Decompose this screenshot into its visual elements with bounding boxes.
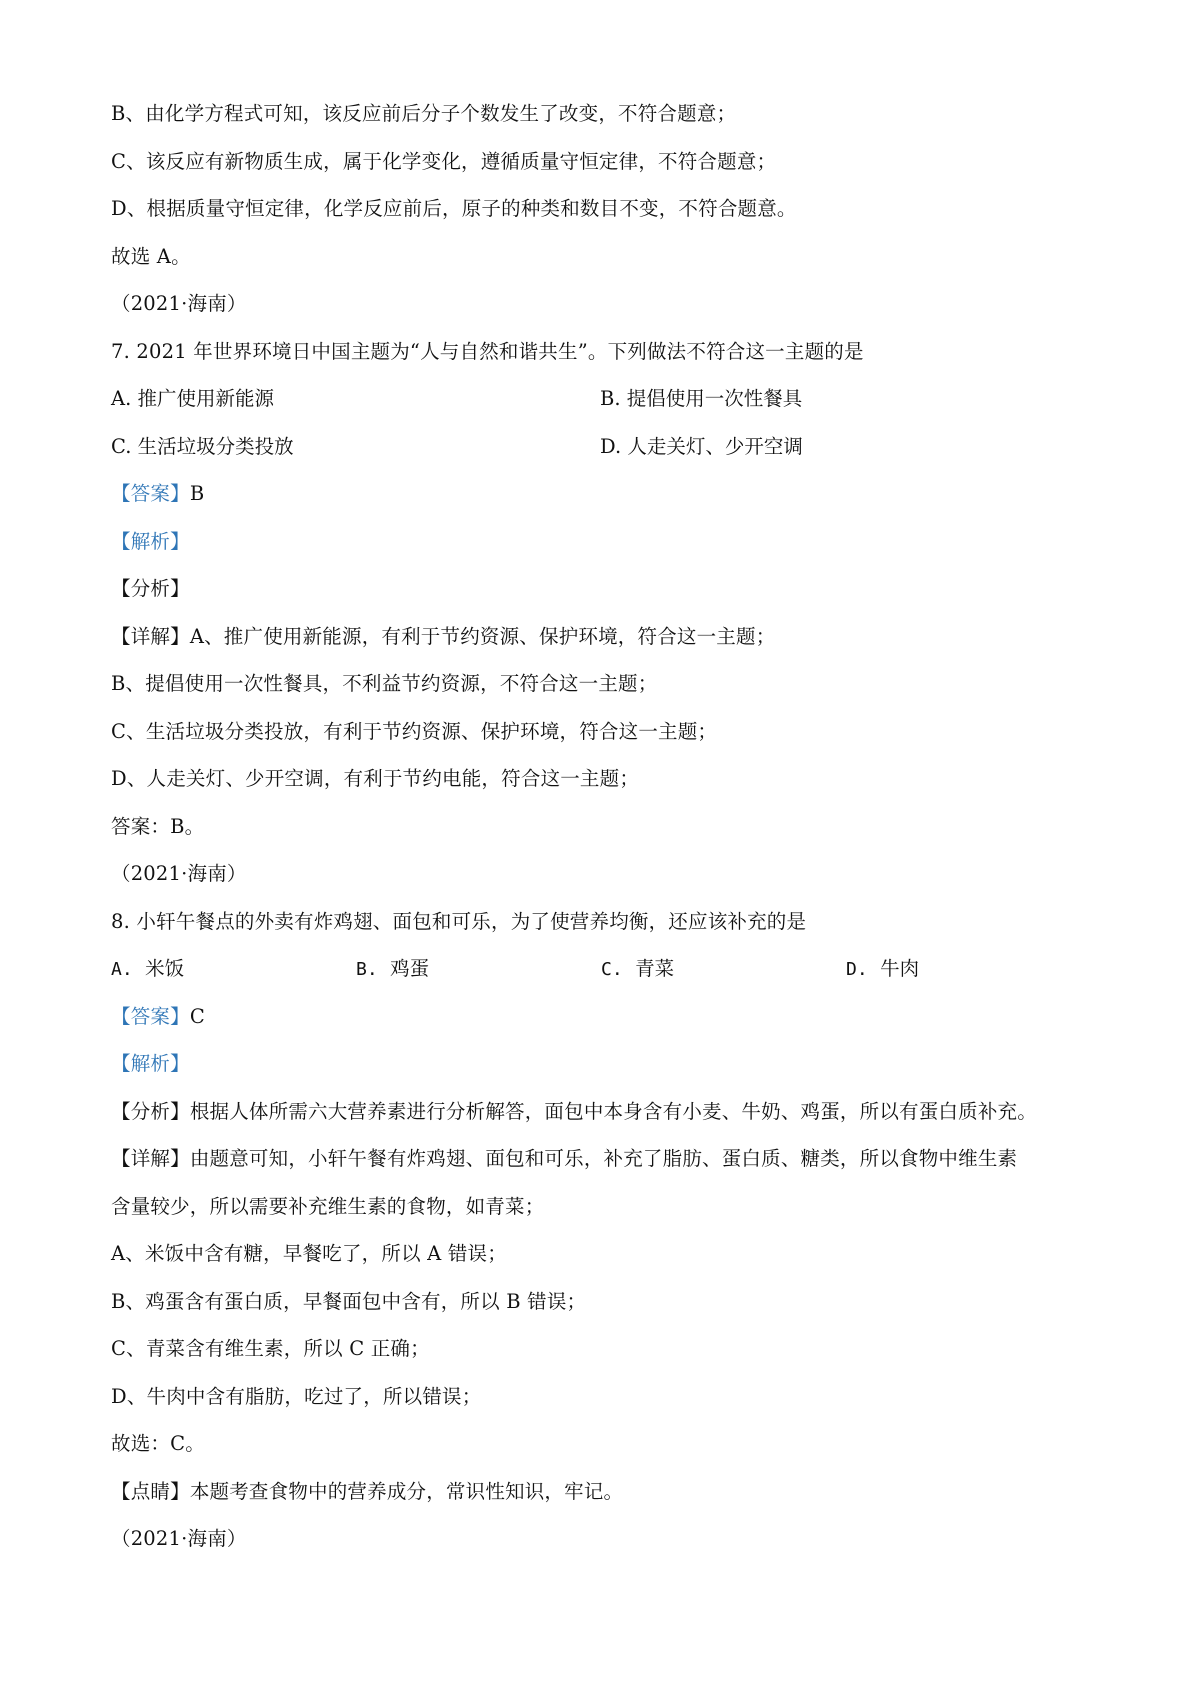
q8-dianjing bbox=[111, 1479, 623, 1505]
q8-option-d-letter: D. bbox=[846, 959, 868, 980]
q8-xiangjie-tag: 【详解】 bbox=[111, 1147, 190, 1170]
q7-fenxi bbox=[111, 576, 190, 602]
analysis-conclusion: 故选 A。 bbox=[111, 245, 191, 268]
q7-answer bbox=[111, 481, 204, 507]
q8-option-d bbox=[846, 956, 919, 983]
q8-answer-tag: 【答案】 bbox=[111, 1005, 190, 1028]
q7-jiexi-tag: 【解析】 bbox=[111, 530, 190, 553]
analysis-line-d: D、根据质量守恒定律，化学反应前后，原子的种类和数目不变，不符合题意。 bbox=[111, 197, 797, 220]
q8-jiexi-tag: 【解析】 bbox=[111, 1052, 190, 1075]
q7-answer-tag: 【答案】 bbox=[111, 482, 190, 505]
q7-option-b: B. 提倡使用一次性餐具 bbox=[600, 387, 803, 410]
analysis-line-b: B、由化学方程式可知，该反应前后分子个数发生了改变，不符合题意； bbox=[111, 102, 737, 125]
q7-source: （2021·海南） bbox=[111, 292, 247, 315]
q8-option-c-letter: C. bbox=[601, 959, 623, 980]
q8-line-d: D、牛肉中含有脂肪，吃过了，所以错误； bbox=[111, 1385, 482, 1408]
q8-option-a-letter: A. bbox=[111, 959, 133, 980]
next-source: （2021·海南） bbox=[111, 1527, 247, 1550]
q8-source: （2021·海南） bbox=[111, 862, 247, 885]
q8-option-c bbox=[601, 956, 674, 983]
q7-line-b: B、提倡使用一次性餐具，不利益节约资源，不符合这一主题； bbox=[111, 672, 658, 695]
q8-dianjing-text: 本题考查食物中的营养成分，常识性知识，牢记。 bbox=[189, 1480, 624, 1503]
q8-option-b bbox=[356, 956, 429, 983]
q7-fenxi-tag: 【分析】 bbox=[111, 577, 190, 600]
q8-option-a bbox=[111, 956, 184, 983]
q8-xiangjie-text: 由题意可知，小轩午餐有炸鸡翅、面包和可乐，补充了脂肪、蛋白质、糖类，所以食物中维生素 bbox=[189, 1147, 1018, 1170]
q8-xiangjie bbox=[111, 1146, 1017, 1172]
q8-jiexi bbox=[111, 1051, 190, 1077]
q7-answer-value: B bbox=[189, 482, 205, 505]
q8-option-c-text: 青菜 bbox=[635, 957, 675, 980]
q8-line-a: A、米饭中含有糖，早餐吃了，所以 A 错误； bbox=[111, 1242, 507, 1265]
q7-line-c: C、生活垃圾分类投放，有利于节约资源、保护环境，符合这一主题； bbox=[111, 720, 718, 743]
q7-option-d: D. 人走关灯、少开空调 bbox=[600, 435, 803, 458]
q7-xiangjie-text: A、推广使用新能源，有利于节约资源、保护环境，符合这一主题； bbox=[189, 625, 776, 648]
q7-jiexi bbox=[111, 529, 190, 555]
q8-fenxi-tag: 【分析】 bbox=[111, 1100, 190, 1123]
q8-conclusion: 故选：C。 bbox=[111, 1432, 205, 1455]
q8-fenxi-text: 根据人体所需六大营养素进行分析解答，面包中本身含有小麦、牛奶、鸡蛋，所以有蛋白质补充。 bbox=[189, 1100, 1037, 1123]
q8-dianjing-tag: 【点睛】 bbox=[111, 1480, 190, 1503]
q7-conclusion: 答案：B。 bbox=[111, 815, 205, 838]
q8-answer-value: C bbox=[189, 1005, 205, 1028]
q8-line-c: C、青菜含有维生素，所以 C 正确； bbox=[111, 1337, 430, 1360]
q7-xiangjie bbox=[111, 624, 775, 650]
q8-xiangjie-cont: 含量较少，所以需要补充维生素的食物，如青菜； bbox=[111, 1195, 545, 1218]
q7-option-c: C. 生活垃圾分类投放 bbox=[111, 435, 294, 458]
q8-option-a-text: 米饭 bbox=[145, 957, 185, 980]
q7-option-a: A. 推广使用新能源 bbox=[111, 387, 274, 410]
q7-stem: 7. 2021 年世界环境日中国主题为“人与自然和谐共生”。下列做法不符合这一主题的是 bbox=[111, 340, 864, 363]
q8-option-d-text: 牛肉 bbox=[880, 957, 920, 980]
q7-xiangjie-tag: 【详解】 bbox=[111, 625, 190, 648]
q8-line-b: B、鸡蛋含有蛋白质，早餐面包中含有，所以 B 错误； bbox=[111, 1290, 587, 1313]
analysis-line-c: C、该反应有新物质生成，属于化学变化，遵循质量守恒定律，不符合题意； bbox=[111, 150, 777, 173]
q8-stem: 8. 小轩午餐点的外卖有炸鸡翅、面包和可乐，为了使营养均衡，还应该补充的是 bbox=[111, 910, 807, 933]
q8-answer bbox=[111, 1004, 205, 1030]
q8-option-b-letter: B. bbox=[356, 959, 378, 980]
q8-fenxi bbox=[111, 1099, 1037, 1125]
q7-line-d: D、人走关灯、少开空调，有利于节约电能，符合这一主题； bbox=[111, 767, 640, 790]
q8-option-b-text: 鸡蛋 bbox=[390, 957, 430, 980]
